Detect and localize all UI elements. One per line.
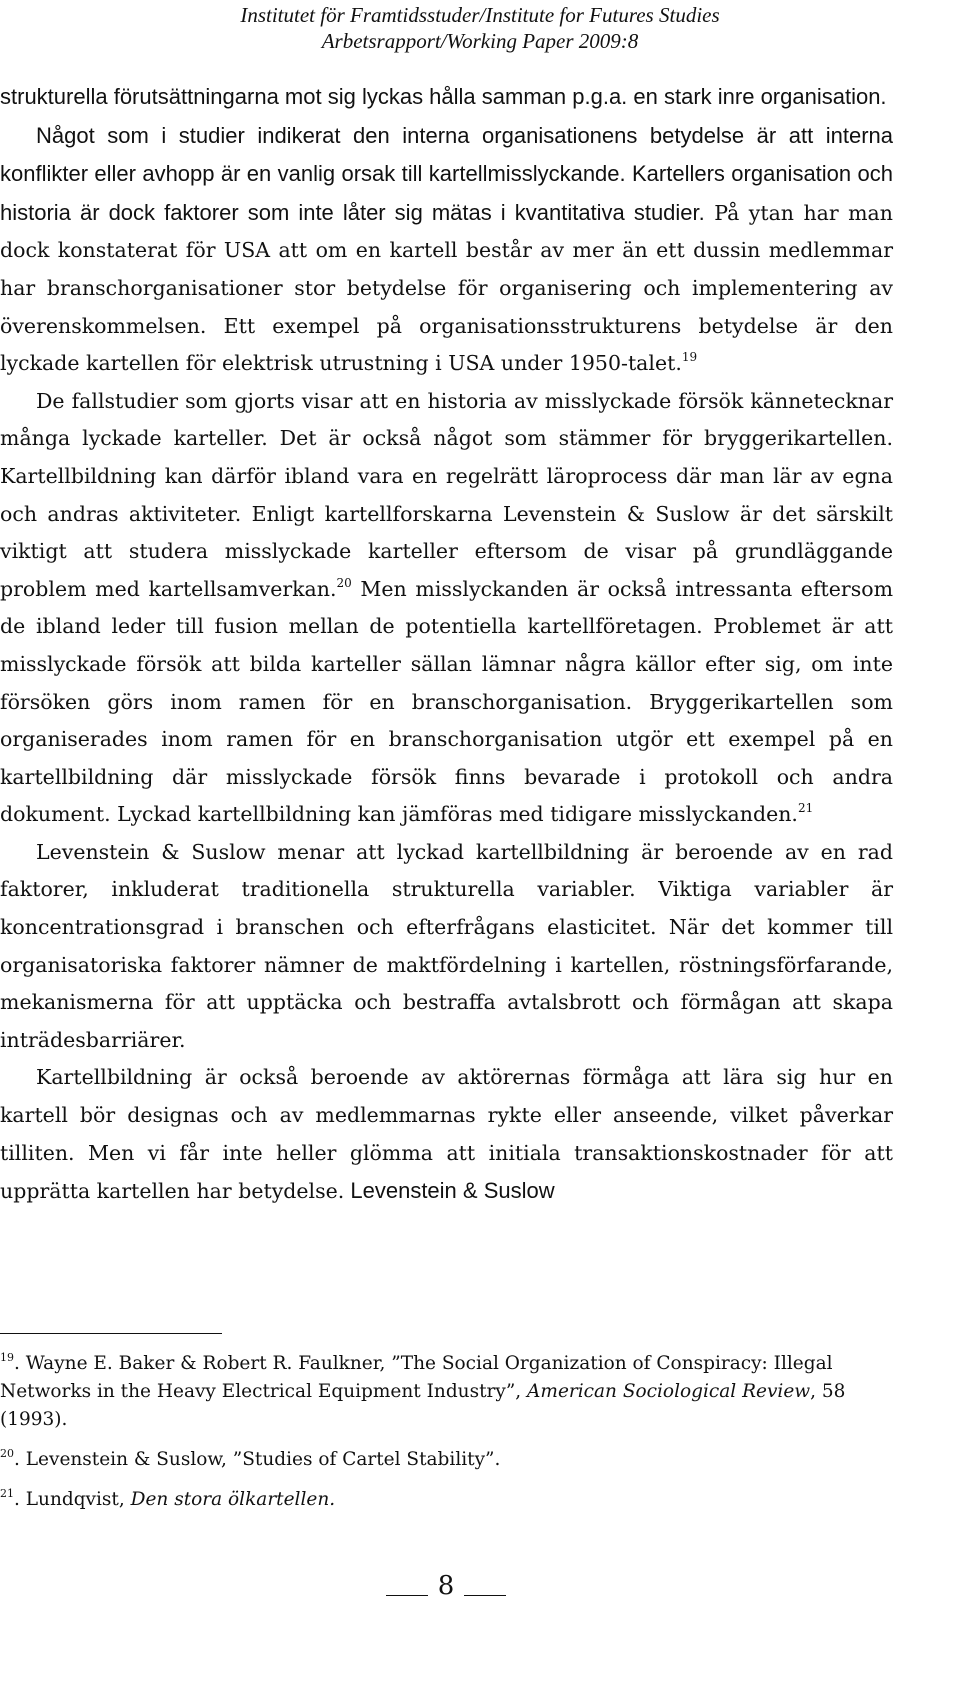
page-number: 8: [437, 1571, 455, 1601]
footnote-20-number: 20: [0, 1447, 14, 1460]
paragraph-5: [0, 1059, 893, 1210]
footnote-19-number: 19: [0, 1351, 14, 1364]
paragraph-3-text-b: Men misslyckanden är också intressanta eftersom de ibland leder till fusion mellan de potentiella kartellföretagen. Problemet är att misslyckade försök att bilda karteller sällan lämnar några källor efter sig, om inte försöken görs inom ramen för en branschorganisation. Bryggerikartellen som organiserades inom ramen för en branschorganisation utgör ett exempel på en kartellbildning där misslyckade försök finns bevarade i protokoll och andra dokument. Lyckad kartellbildning kan jämföras med tidigare misslyckanden.: [0, 576, 894, 827]
footnote-21: [0, 1486, 893, 1514]
footnotes: [0, 1350, 893, 1526]
paragraph-3-text-a: De fallstudier som gjorts visar att en historia av misslyckade försök kännetecknar många lyckade karteller. Det är också något som stämmer för bryggerikartellen. Kartellbildning kan därför ibland vara en regelrätt läroprocess där man lär av egna och andras aktiviteter. Enligt kartellforskarna Levenstein & Suslow är det särskilt viktigt att studera misslyckade karteller eftersom de visar på grundläggande problem med kartellsamverkan.: [0, 388, 893, 601]
footnote-21-number: 21: [0, 1487, 14, 1500]
footnote-19: [0, 1350, 893, 1434]
paragraph-1-text: strukturella förutsättningarna mot sig lyckas hålla samman p.g.a. en stark inre organisation.: [0, 84, 887, 109]
footnote-20-text: . Levenstein & Suslow, ”Studies of Cartel Stability”.: [14, 1449, 501, 1470]
paragraph-5-sans-text: Levenstein & Suslow: [344, 1178, 555, 1204]
footnote-divider: [0, 1333, 222, 1334]
page-number-footer: [386, 1566, 506, 1606]
footnote-ref-19[interactable]: 19: [681, 350, 698, 365]
paragraph-2-serif-text: På ytan har man dock konstaterat för USA att om en kartell består av mer än ett dussin medlemmar har branschorganisationer stor betydelse för organisering och implementering av överenskommelsen. Ett exempel på organisationsstrukturens betydelse är den lyckade kartellen för elektrisk utrustning i USA under 1950-talet.: [0, 200, 893, 376]
paragraph-3: [0, 383, 893, 834]
footnote-19-journal: American Sociological Review: [527, 1381, 811, 1402]
footnote-21-text-a: . Lundqvist,: [14, 1489, 131, 1510]
paragraph-2: [0, 117, 893, 383]
paragraph-2-sans-text: Något som i studier indikerat den interna organisationens betydelse är att interna konflikter eller avhopp är en vanlig orsak till kartellmisslyckande. Kartellers organisation och historia är dock faktorer som inte låter sig mätas i kvantitativa studier.: [0, 122, 893, 225]
paragraph-4: [0, 834, 893, 1060]
header-institute: Institutet för Framtidsstuder/Institute for Futures Studies: [240, 3, 720, 27]
footnote-19-text-b: , 58 (1993).: [0, 1381, 846, 1430]
paragraph-1: [0, 78, 893, 117]
footnote-19-text-a: . Wayne E. Baker & Robert R. Faulkner, ”The Social Organization of Conspiracy: Illegal Networks in the Heavy Electrical Equipment Industry”,: [0, 1353, 833, 1402]
footnote-20: [0, 1446, 893, 1474]
page-number-right-dash: [464, 1595, 506, 1596]
page-number-left-dash: [386, 1595, 428, 1596]
header-working-paper: Arbetsrapport/Working Paper 2009:8: [321, 29, 639, 53]
footnote-ref-21[interactable]: 21: [797, 801, 814, 816]
footnote-21-title: Den stora ölkartellen.: [130, 1489, 336, 1510]
paragraph-5-text: Kartellbildning är också beroende av aktörernas förmåga att lära sig hur en kartell bör designas och av medlemmarnas rykte eller anseende, vilket påverkar tilliten. Men vi får inte heller glömma att initiala transaktionskostnader för att upprätta kartellen har betydelse.: [0, 1065, 893, 1204]
main-text: [0, 78, 893, 1211]
paragraph-4-text: Levenstein & Suslow menar att lyckad kartellbildning är beroende av en rad faktorer, inkluderat traditionella strukturella variabler. Viktiga variabler är koncentrationsgrad i branschen och efterfrågans elasticitet. När det kommer till organisatoriska faktorer nämner de maktfördelning i kartellen, röstningsförfarande, mekanismerna för att upptäcka och bestraffa avtalsbrott och förmågan att skapa inträdesbarriärer.: [0, 839, 893, 1052]
footnote-ref-20[interactable]: 20: [336, 575, 352, 590]
running-header: [0, 2, 960, 54]
